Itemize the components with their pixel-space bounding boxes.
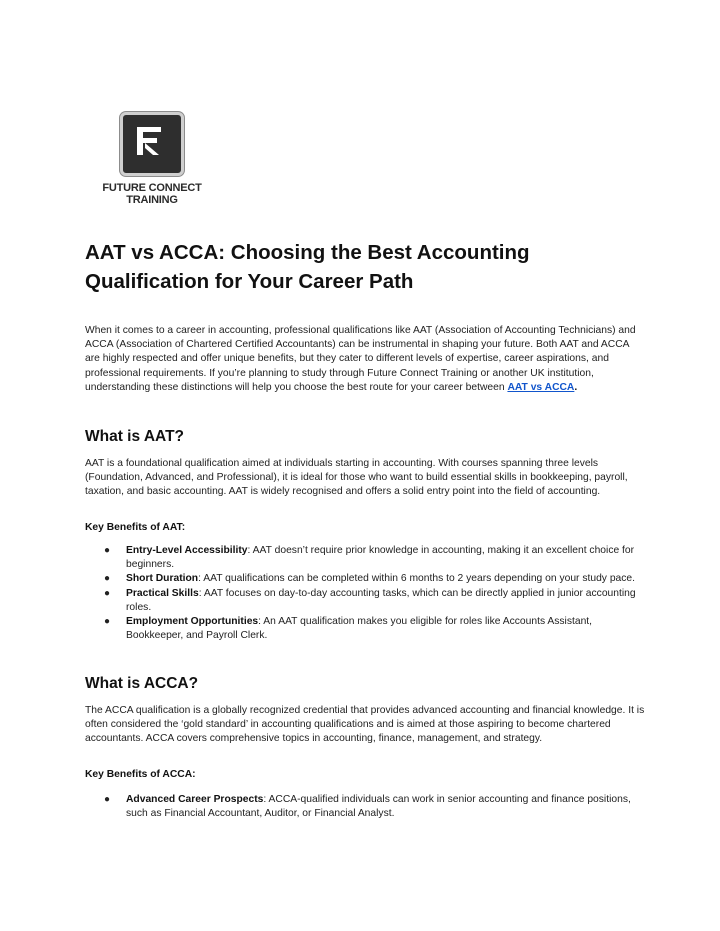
bullet-icon: ● (104, 587, 111, 599)
bullet-icon: ● (104, 794, 111, 805)
benefit-term: Entry-Level Accessibility (126, 545, 248, 556)
aat-benefits-label: Key Benefits of AAT: (85, 522, 186, 533)
benefit-term: Practical Skills (126, 587, 199, 599)
intro-end: . (574, 381, 578, 393)
benefit-desc: : AAT focuses on day-to-day accounting tasks, which can be directly applied in junior accounting roles. (126, 587, 636, 613)
aat-heading: What is AAT? (85, 428, 185, 445)
benefit-term: Employment Opportunities (126, 616, 259, 628)
intro-text: When it comes to a career in accounting, professional qualifications like AAT (Association of Accounting Technicians) and ACCA (Association of Chartered Certified Accountants) can be instrumental in shaping your future. Both AAT and ACCA are highly respected and offer unique benefits, but they cater to different levels of expertise, career aspirations, and professional requirements. If you’re planning to study through Future Connect Training or another UK institution, understanding these distinctions will help you choose the best route for your career between (85, 325, 636, 393)
acca-benefits-label: Key Benefits of ACCA: (85, 769, 196, 780)
list-item (104, 544, 644, 572)
list-item (104, 572, 644, 586)
aat-benefits-list (104, 544, 644, 643)
bullet-icon: ● (104, 616, 111, 628)
list-item (104, 587, 644, 615)
benefit-term: Short Duration (126, 573, 199, 585)
logo-line-2: TRAINING (126, 194, 178, 206)
benefit-desc: : An AAT qualification makes you eligible for roles like Accounts Assistant, Bookkeeper, and Payroll Clerk. (126, 616, 593, 642)
list-item (104, 793, 644, 821)
benefit-term: Advanced Career Prospects (126, 794, 264, 805)
bullet-icon: ● (104, 545, 111, 556)
aat-vs-acca-link[interactable]: AAT vs ACCA (507, 381, 575, 393)
benefit-desc: : ACCA-qualified individuals can work in senior accounting and finance positions, such as Financial Accountant, Auditor, or Financial Analyst. (126, 794, 631, 820)
company-logo (96, 112, 208, 206)
logo-f-icon (120, 112, 184, 176)
logo-line-1: FUTURE CONNECT (102, 182, 202, 194)
logo-wordmark (96, 182, 208, 206)
acca-paragraph: The ACCA qualification is a globally recognized credential that provides advanced accounting and financial knowledge. It is often considered the ‘gold standard’ in accounting qualifications and is aimed at those aspiring to become chartered accountants. ACCA covers comprehensive topics in accounting, finance, management, and strategy. (85, 705, 645, 745)
aat-paragraph: AAT is a foundational qualification aimed at individuals starting in accounting. With courses spanning three levels (Foundation, Advanced, and Professional), it is ideal for those who want to build essential skills in bookkeeping, payroll, taxation, and basic accounting. AAT is widely recognised and offers a solid entry point into the field of accounting. (85, 458, 628, 498)
benefit-desc: : AAT doesn’t require prior knowledge in accounting, making it an excellent choice for beginners. (126, 545, 635, 571)
bullet-icon: ● (104, 573, 111, 585)
page-title: AAT vs ACCA: Choosing the Best Accounting Qualification for Your Career Path (85, 241, 530, 293)
intro-paragraph (85, 324, 645, 395)
acca-heading: What is ACCA? (85, 675, 199, 692)
acca-benefits-list (104, 793, 644, 821)
list-item (104, 615, 644, 643)
benefit-desc: : AAT qualifications can be completed within 6 months to 2 years depending on your study pace. (198, 573, 636, 585)
